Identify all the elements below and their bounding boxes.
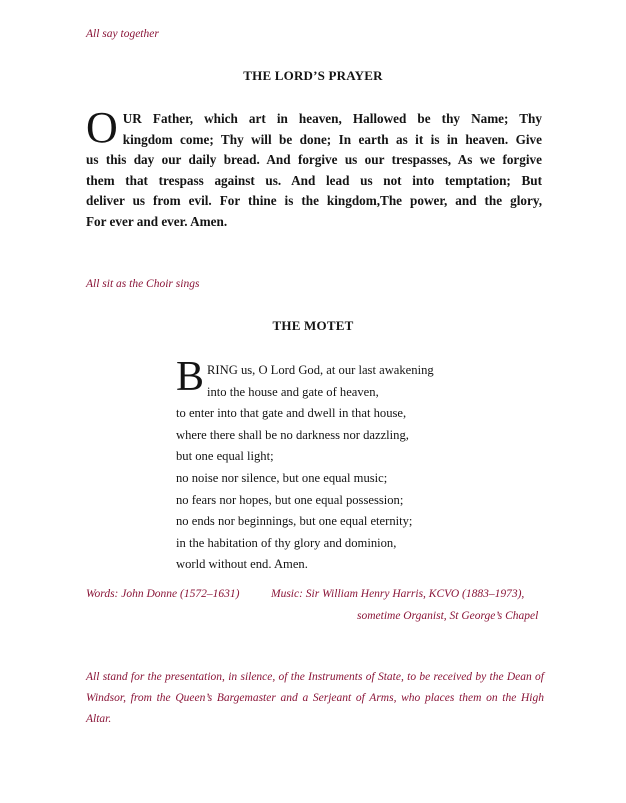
lords-prayer-text bbox=[86, 103, 542, 233]
motet-line: to enter into that gate and dwell in that house, bbox=[176, 406, 407, 421]
credit-music-role: sometime Organist, St George’s Chapel bbox=[357, 610, 539, 622]
motet-line: no noise nor silence, but one equal music; bbox=[176, 470, 388, 485]
motet-line: into the house and gate of heaven, bbox=[207, 384, 379, 399]
prayer-line: us this day our daily bread. And forgive us our trespasses, As we forgive bbox=[86, 152, 542, 168]
motet-line: RING us, O Lord God, at our last awakening bbox=[207, 363, 434, 377]
motet-line: but one equal light; bbox=[176, 449, 274, 464]
prayer-line: UR Father, which art in heaven, Hallowed be thy Name; Thy bbox=[122, 111, 542, 126]
rubric-all-say-together: All say together bbox=[86, 28, 159, 40]
motet-text bbox=[176, 354, 476, 576]
motet-line: in the habitation of thy glory and dominion, bbox=[176, 535, 397, 550]
credit-words: Words: John Donne (1572–1631) bbox=[86, 588, 240, 600]
prayer-line: them that trespass against us. And lead us not into temptation; But bbox=[86, 172, 542, 188]
lords-prayer-drop-cap: O bbox=[86, 103, 118, 152]
rubric-all-stand: All stand for the presentation, in silence, of the Instruments of State, to be received by the Dean of Windsor, from the Queen’s Bargemaster and a Serjeant of Arms, who places them on the High Altar. bbox=[86, 671, 544, 725]
rubric-all-sit: All sit as the Choir sings bbox=[86, 278, 200, 290]
prayer-line: kingdom come; Thy will be done; In earth as it is in heaven. Give bbox=[122, 131, 542, 147]
prayer-line: deliver us from evil. For thine is the kingdom,The power, and the glory, bbox=[86, 193, 542, 209]
motet-heading: THE MOTET bbox=[272, 318, 354, 333]
motet-drop-cap: B bbox=[176, 354, 205, 400]
credit-music: Music: Sir William Henry Harris, KCVO (1883–1973), bbox=[271, 588, 525, 600]
motet-line: no ends nor beginnings, but one equal eternity; bbox=[176, 514, 413, 529]
prayer-line: For ever and ever. Amen. bbox=[86, 213, 228, 229]
motet-line: no fears nor hopes, but one equal possession; bbox=[176, 492, 404, 507]
motet-line: world without end. Amen. bbox=[176, 557, 308, 572]
motet-line: where there shall be no darkness nor dazzling, bbox=[176, 427, 409, 442]
lords-prayer-heading: THE LORD’S PRAYER bbox=[243, 68, 383, 83]
